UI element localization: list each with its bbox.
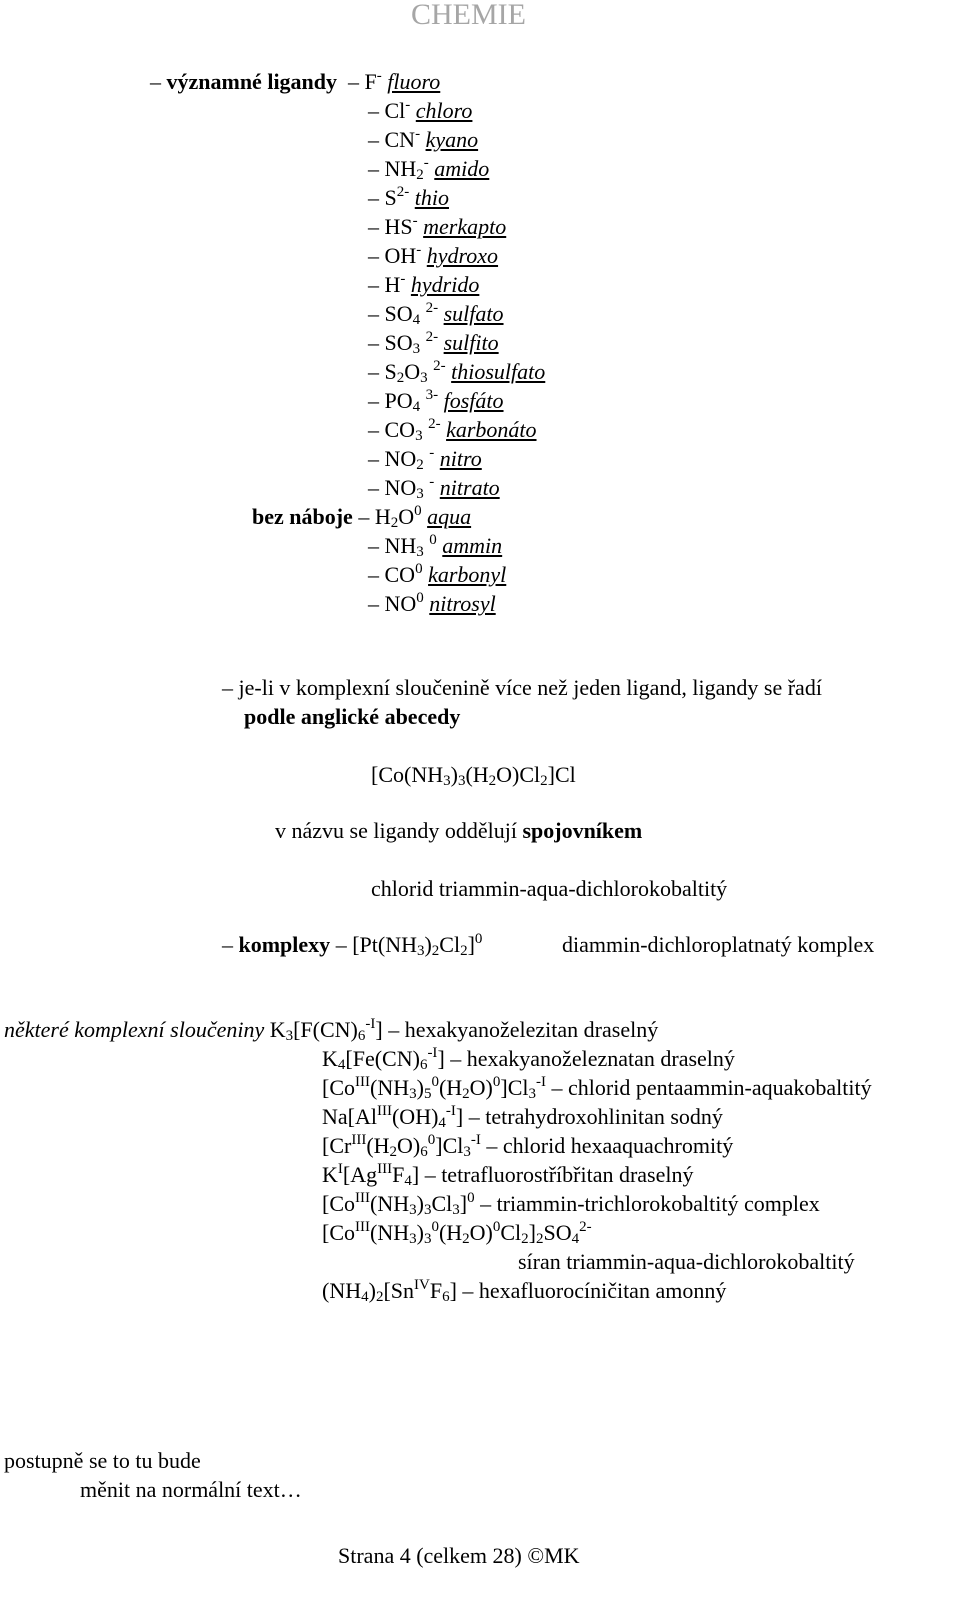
ligand-subscript: 2 bbox=[396, 370, 405, 386]
formula-part: ] bbox=[467, 932, 475, 957]
ligand-name: ammin bbox=[442, 533, 503, 558]
ligand-symbol: CO bbox=[384, 417, 416, 442]
formula-part: K bbox=[322, 1162, 338, 1187]
ligand-name: chloro bbox=[415, 98, 473, 123]
separator-rule bbox=[275, 820, 642, 842]
formula-part: 6 bbox=[419, 1057, 428, 1073]
formula-part: 6 bbox=[420, 1144, 428, 1160]
formula-part: K bbox=[322, 1046, 338, 1071]
formula-sup: 0 bbox=[474, 931, 483, 947]
ligand-name: nitrosyl bbox=[429, 591, 496, 616]
formula-part: [Co bbox=[322, 1220, 355, 1245]
formula-part: [Ag bbox=[342, 1162, 378, 1187]
formula-part: K bbox=[269, 1017, 286, 1042]
formula-part: ) bbox=[416, 1220, 424, 1245]
dash: – bbox=[150, 69, 167, 94]
compound-name: hexakyanoželezitan draselný bbox=[404, 1017, 659, 1042]
komplexy-row: – komplexy – $[Pt(NH_3)_2Cl_2]^0$ bbox=[222, 931, 483, 959]
ligand-symbol: F bbox=[364, 69, 377, 94]
compound-row: $[Co^{III}(NH_3)_5^0(H_2O)^0]Cl_3^{-I}$ – chlorid pentaammin-aquakobaltitý bbox=[322, 1074, 872, 1102]
ligand-name: thio bbox=[414, 185, 449, 210]
rule-text: je-li v komplexní sloučenině více než jeden ligand, ligandy se řadí bbox=[238, 675, 822, 700]
ligand-row: – $CO_3$ $^{2-}$ karbonáto bbox=[368, 416, 537, 444]
formula-part: (H bbox=[366, 1133, 390, 1158]
ligand-symbol: CO bbox=[384, 562, 416, 587]
formula-sub: 2 bbox=[540, 773, 548, 789]
page-footer: Strana 4 (celkem 28) ©MK bbox=[338, 1543, 580, 1568]
formula-part: [Fe(CN) bbox=[345, 1046, 420, 1071]
ligand-name: fosfáto bbox=[443, 388, 504, 413]
ligand-symbol: PO bbox=[384, 388, 413, 413]
ligand-charge: - bbox=[429, 474, 435, 490]
ligand-name: nitrato bbox=[439, 475, 500, 500]
ligand-subscript: 3 bbox=[420, 370, 428, 386]
ligand-row: – $NH_2^-$ amido bbox=[368, 155, 490, 183]
compound-name: triammin-trichlorokobaltitý complex bbox=[496, 1191, 820, 1216]
ligand-row: – $S^{2-}$ thio bbox=[368, 184, 449, 210]
formula-part: -I bbox=[445, 1103, 456, 1119]
compound-name: tetrafluorostříbřitan draselný bbox=[441, 1162, 694, 1187]
ligand-row: – $SO_3$ $^{2-}$ sulfito bbox=[368, 329, 499, 357]
formula-part: Cl bbox=[431, 1191, 453, 1216]
ligand-charge: 3- bbox=[425, 387, 439, 403]
rule-example-name: chlorid triammin-aqua-dichlorokobaltitý bbox=[371, 876, 728, 901]
formula-part: ]Cl bbox=[547, 762, 576, 787]
formula-part: III bbox=[355, 1219, 370, 1235]
formula-part: F bbox=[429, 1278, 443, 1303]
formula-part: [Co bbox=[322, 1075, 355, 1100]
formula-part: III bbox=[351, 1132, 367, 1148]
formula-part: F bbox=[392, 1162, 405, 1187]
ligand-name: sulfato bbox=[443, 301, 504, 326]
formula-part: [Pt(NH bbox=[352, 932, 417, 957]
formula-part: 3 bbox=[409, 1202, 417, 1218]
ligand-name: karbonyl bbox=[428, 562, 507, 587]
ligand-symbol: NH bbox=[384, 533, 417, 558]
formula-part: 0 bbox=[492, 1074, 501, 1090]
formula-part: 2 bbox=[536, 1231, 544, 1247]
ligand-name: karbonáto bbox=[446, 417, 537, 442]
ligand-charge: - bbox=[376, 68, 382, 84]
compounds-label: některé komplexní sloučeniny bbox=[4, 1017, 265, 1042]
ligand-charge: - bbox=[405, 97, 411, 113]
ligand-name: nitro bbox=[439, 446, 482, 471]
formula-sub: 3 bbox=[443, 773, 451, 789]
compound-row: $(NH_4)_2[Sn^{IV}F_6]$ – hexafluorocíničitan amonný bbox=[322, 1277, 727, 1305]
ligand-row: – HS- merkapto bbox=[368, 213, 507, 239]
formula-part: III bbox=[377, 1161, 393, 1177]
ligand-symbol: Cl bbox=[384, 98, 406, 123]
formula-part: 4 bbox=[404, 1173, 412, 1189]
formula-part: ) bbox=[450, 762, 458, 787]
ligand-row: – $NH_3$ $^0$ ammin bbox=[368, 532, 503, 560]
formula-part: ]Cl bbox=[435, 1133, 464, 1158]
ligand-name: hydroxo bbox=[426, 243, 499, 268]
formula-sub: 2 bbox=[460, 943, 468, 959]
formula-part: ] bbox=[455, 1104, 469, 1129]
formula-part: 4 bbox=[361, 1289, 369, 1305]
formula-part: ]Cl bbox=[500, 1075, 529, 1100]
ligand-symbol: NO bbox=[384, 446, 417, 471]
ligand-subscript: 2 bbox=[416, 457, 424, 473]
formula-part: (H bbox=[465, 762, 489, 787]
compound-row bbox=[322, 1219, 592, 1247]
ligand-charge: 2- bbox=[425, 300, 439, 316]
ligand-charge: - bbox=[412, 213, 418, 229]
footer-note-line: postupně se to tu bude bbox=[4, 1448, 201, 1473]
formula-part: O) bbox=[397, 1133, 421, 1158]
formula-part: III bbox=[355, 1190, 370, 1206]
formula-part: O)Cl bbox=[496, 762, 541, 787]
ligand-name: merkapto bbox=[423, 214, 507, 239]
formula-part: ] bbox=[437, 1046, 451, 1071]
page-header: CHEMIE bbox=[411, 0, 526, 31]
compound-row: $Na[Al^{III}(OH)_4^{-I}]$ – tetrahydroxohlinitan sodný bbox=[322, 1103, 723, 1131]
ligand-name: hydrido bbox=[410, 272, 480, 297]
formula-part: O) bbox=[469, 1075, 493, 1100]
formula-part: ] bbox=[449, 1278, 463, 1303]
rule-example-formula bbox=[371, 762, 576, 789]
ligand-row: – CN- kyano bbox=[368, 126, 479, 152]
compound-name: chlorid hexaaquachromitý bbox=[502, 1133, 734, 1158]
formula-part: Cl bbox=[500, 1220, 522, 1245]
formula-part: 4 bbox=[438, 1115, 446, 1131]
ligand-subscript: 3 bbox=[412, 341, 421, 357]
ligand-symbol: O bbox=[398, 504, 415, 529]
ligand-charge: - bbox=[415, 126, 421, 142]
formula-part: 3 bbox=[463, 1144, 471, 1160]
ligand-symbol: NO bbox=[384, 475, 417, 500]
formula-part: [F(CN) bbox=[293, 1017, 358, 1042]
ligands-label: významné ligandy bbox=[166, 69, 338, 94]
formula-part: (NH bbox=[370, 1191, 410, 1216]
ligand-charge: 0 bbox=[429, 532, 437, 548]
formula-part: O) bbox=[469, 1220, 493, 1245]
formula-part: 3 bbox=[423, 1231, 432, 1247]
formula-part: ) bbox=[368, 1278, 376, 1303]
compound-name: hexakyanoželeznatan draselný bbox=[466, 1046, 735, 1071]
formula-part: -I bbox=[470, 1132, 481, 1148]
compound-row: $K_4[Fe(CN)_6^{-I}]$ – hexakyanoželeznatan draselný bbox=[322, 1045, 735, 1073]
ligand-name: sulfito bbox=[443, 330, 499, 355]
rule-line: – je-li v komplexní sloučenině více než jeden ligand, ligandy se řadí bbox=[222, 675, 822, 700]
formula-part: 3 bbox=[528, 1086, 536, 1102]
footer-note-line: měnit na normální text… bbox=[80, 1477, 302, 1502]
formula-part: ] bbox=[411, 1162, 425, 1187]
formula-part: (NH bbox=[322, 1278, 362, 1303]
ligand-subscript: 3 bbox=[416, 486, 424, 502]
compound-row: $[Co^{III}(NH_3)_3Cl_3]^0$ – triammin-trichlorokobaltitý complex bbox=[322, 1190, 820, 1218]
compound-name: chlorid pentaammin-aquakobaltitý bbox=[568, 1075, 872, 1100]
ligand-symbol: H bbox=[384, 272, 401, 297]
ligand-row: – $S_2O_3$ $^{2-}$ thiosulfato bbox=[368, 358, 546, 386]
formula-part: (NH bbox=[370, 1220, 410, 1245]
formula-sub: 2 bbox=[488, 773, 497, 789]
ligand-charge: 2- bbox=[428, 416, 441, 432]
ligand-charge: 2- bbox=[425, 329, 439, 345]
formula-part: 2 bbox=[375, 1289, 384, 1305]
formula-part: III bbox=[376, 1103, 392, 1119]
ligand-row: – Cl- chloro bbox=[368, 97, 473, 123]
compound-name: hexafluorocíničitan amonný bbox=[478, 1278, 727, 1303]
formula-part: (H bbox=[438, 1220, 463, 1245]
ligand-name: thiosulfato bbox=[451, 359, 546, 384]
compound-row: některé komplexní sloučeniny $K_3[F(CN)_6^{-I}]$ – hexakyanoželezitan draselný bbox=[4, 1016, 659, 1044]
ligand-symbol: S bbox=[384, 359, 397, 384]
ligand-symbol: OH bbox=[384, 243, 417, 268]
formula-part: IV bbox=[414, 1277, 430, 1293]
dash: – bbox=[337, 69, 365, 94]
formula-part: 2- bbox=[579, 1219, 592, 1235]
ligand-row: – $CO^0$ karbonyl bbox=[368, 561, 507, 587]
ligand-name: fluoro bbox=[387, 69, 441, 94]
formula-part: -I bbox=[365, 1016, 376, 1032]
ligand-symbol: CN bbox=[384, 127, 416, 152]
ligand-charge: - bbox=[429, 445, 435, 461]
formula-part: 3 bbox=[409, 1231, 417, 1247]
ligand-name: aqua bbox=[427, 504, 472, 529]
formula-part: ) bbox=[416, 1075, 424, 1100]
ligand-symbol: S bbox=[384, 185, 397, 210]
formula-part: 3 bbox=[423, 1202, 432, 1218]
ligand-row: bez náboje – $H_2O^0$ aqua bbox=[252, 503, 472, 531]
compound-name: tetrahydroxohlinitan sodný bbox=[485, 1104, 723, 1129]
ligand-row: – H- hydrido bbox=[368, 271, 480, 297]
formula-part: 4 bbox=[571, 1231, 580, 1247]
separator-text: v názvu se ligandy oddělují bbox=[275, 818, 523, 843]
formula-part: 0 bbox=[467, 1190, 475, 1206]
formula-part: 3 bbox=[452, 1202, 460, 1218]
ligand-subscript: 3 bbox=[415, 428, 423, 444]
ligand-row: – $PO_4$ $^{3-}$ fosfáto bbox=[368, 387, 504, 415]
ligand-subscript: 3 bbox=[416, 544, 424, 560]
ligand-row: – $NO_2$ - nitro bbox=[368, 445, 482, 473]
ligand-name: kyano bbox=[425, 127, 479, 152]
formula-part: Cl bbox=[439, 932, 461, 957]
formula-part: 0 bbox=[492, 1219, 501, 1235]
formula-part: 2 bbox=[389, 1144, 398, 1160]
formula-part: [Sn bbox=[383, 1278, 414, 1303]
formula-part: [Cr bbox=[322, 1133, 352, 1158]
formula-part: ] bbox=[375, 1017, 389, 1042]
formula-part: 2 bbox=[462, 1086, 470, 1102]
ligand-subscript: 4 bbox=[412, 399, 421, 415]
ligand-row: – $NO^0$ nitrosyl bbox=[368, 590, 496, 616]
ligand-charge: 2- bbox=[396, 184, 410, 200]
ligand-charge: 0 bbox=[414, 503, 422, 519]
ligand-subscript: 2 bbox=[390, 515, 399, 531]
formula-part: 0 bbox=[431, 1074, 439, 1090]
compound-row: $[Cr^{III}(H_2O)_6^0]Cl_3^{-I}$ – chlorid hexaaquachromitý bbox=[322, 1132, 734, 1160]
formula-part: (NH bbox=[370, 1075, 410, 1100]
formula-part: 6 bbox=[357, 1028, 366, 1044]
formula-part: 2 bbox=[462, 1231, 470, 1247]
formula-part: [Co(NH bbox=[371, 762, 444, 787]
formula-part: -I bbox=[536, 1074, 546, 1090]
formula-sub: 3 bbox=[457, 773, 466, 789]
formula-part: 2 bbox=[521, 1231, 529, 1247]
formula-part: -I bbox=[427, 1045, 438, 1061]
ligand-row: – $NO_3$ - nitrato bbox=[368, 474, 500, 502]
formula-part: 0 bbox=[431, 1219, 439, 1235]
formula-part: (H bbox=[438, 1075, 463, 1100]
neutral-label: bez náboje bbox=[252, 504, 353, 529]
ligand-symbol: HS bbox=[384, 214, 413, 239]
ligand-charge: 2- bbox=[433, 358, 446, 374]
formula-part: (OH) bbox=[391, 1104, 439, 1129]
formula-part: I bbox=[337, 1161, 343, 1177]
ligand-row: – $SO_4$ $^{2-}$ sulfato bbox=[368, 300, 504, 328]
ligand-symbol: SO bbox=[384, 301, 413, 326]
ligand-symbol: SO bbox=[384, 330, 413, 355]
formula-sub: 2 bbox=[431, 943, 440, 959]
ligand-charge: - bbox=[400, 271, 406, 287]
ligand-row: – OH- hydroxo bbox=[368, 242, 499, 268]
separator-bold: spojovníkem bbox=[522, 818, 643, 843]
formula-part: ) bbox=[424, 932, 432, 957]
ligand-symbol: NH bbox=[384, 156, 417, 181]
formula-part: ] bbox=[459, 1191, 468, 1216]
ligand-charge: 0 bbox=[416, 590, 424, 606]
ligand-symbol: NO bbox=[384, 591, 417, 616]
formula-part: 4 bbox=[337, 1057, 346, 1073]
formula-part: [Co bbox=[322, 1191, 355, 1216]
ligand-name: amido bbox=[434, 156, 490, 181]
formula-sub: 3 bbox=[416, 943, 425, 959]
komplexy-name: diammin-dichloroplatnatý komplex bbox=[562, 932, 875, 957]
formula-part: Na[Al bbox=[322, 1104, 377, 1129]
ligand-symbol: O bbox=[404, 359, 421, 384]
formula-part: 3 bbox=[285, 1028, 294, 1044]
formula-part: III bbox=[355, 1074, 370, 1090]
formula-part: SO bbox=[543, 1220, 572, 1245]
ligand-subscript: 4 bbox=[412, 312, 421, 328]
formula-part: ) bbox=[416, 1191, 424, 1216]
ligand-charge: - bbox=[423, 155, 429, 171]
rule-line: podle anglické abecedy bbox=[244, 704, 461, 729]
formula-part: 3 bbox=[409, 1086, 417, 1102]
formula-part: 0 bbox=[427, 1132, 436, 1148]
compound-name: síran triammin-aqua-dichlorokobaltitý bbox=[518, 1249, 855, 1274]
ligand-charge: 0 bbox=[415, 561, 423, 577]
formula-part: ] bbox=[528, 1220, 536, 1245]
ligand-subscript: 2 bbox=[416, 167, 424, 183]
komplexy-label: komplexy bbox=[238, 932, 331, 957]
formula-part: 5 bbox=[423, 1086, 432, 1102]
compound-row: $K^I[Ag^{III}F_4]$ – tetrafluorostříbřitan draselný bbox=[322, 1161, 694, 1189]
formula-part: 6 bbox=[442, 1289, 450, 1305]
ligand-charge: - bbox=[416, 242, 422, 258]
ligand-symbol: H bbox=[374, 504, 391, 529]
ligand-row bbox=[150, 68, 441, 94]
